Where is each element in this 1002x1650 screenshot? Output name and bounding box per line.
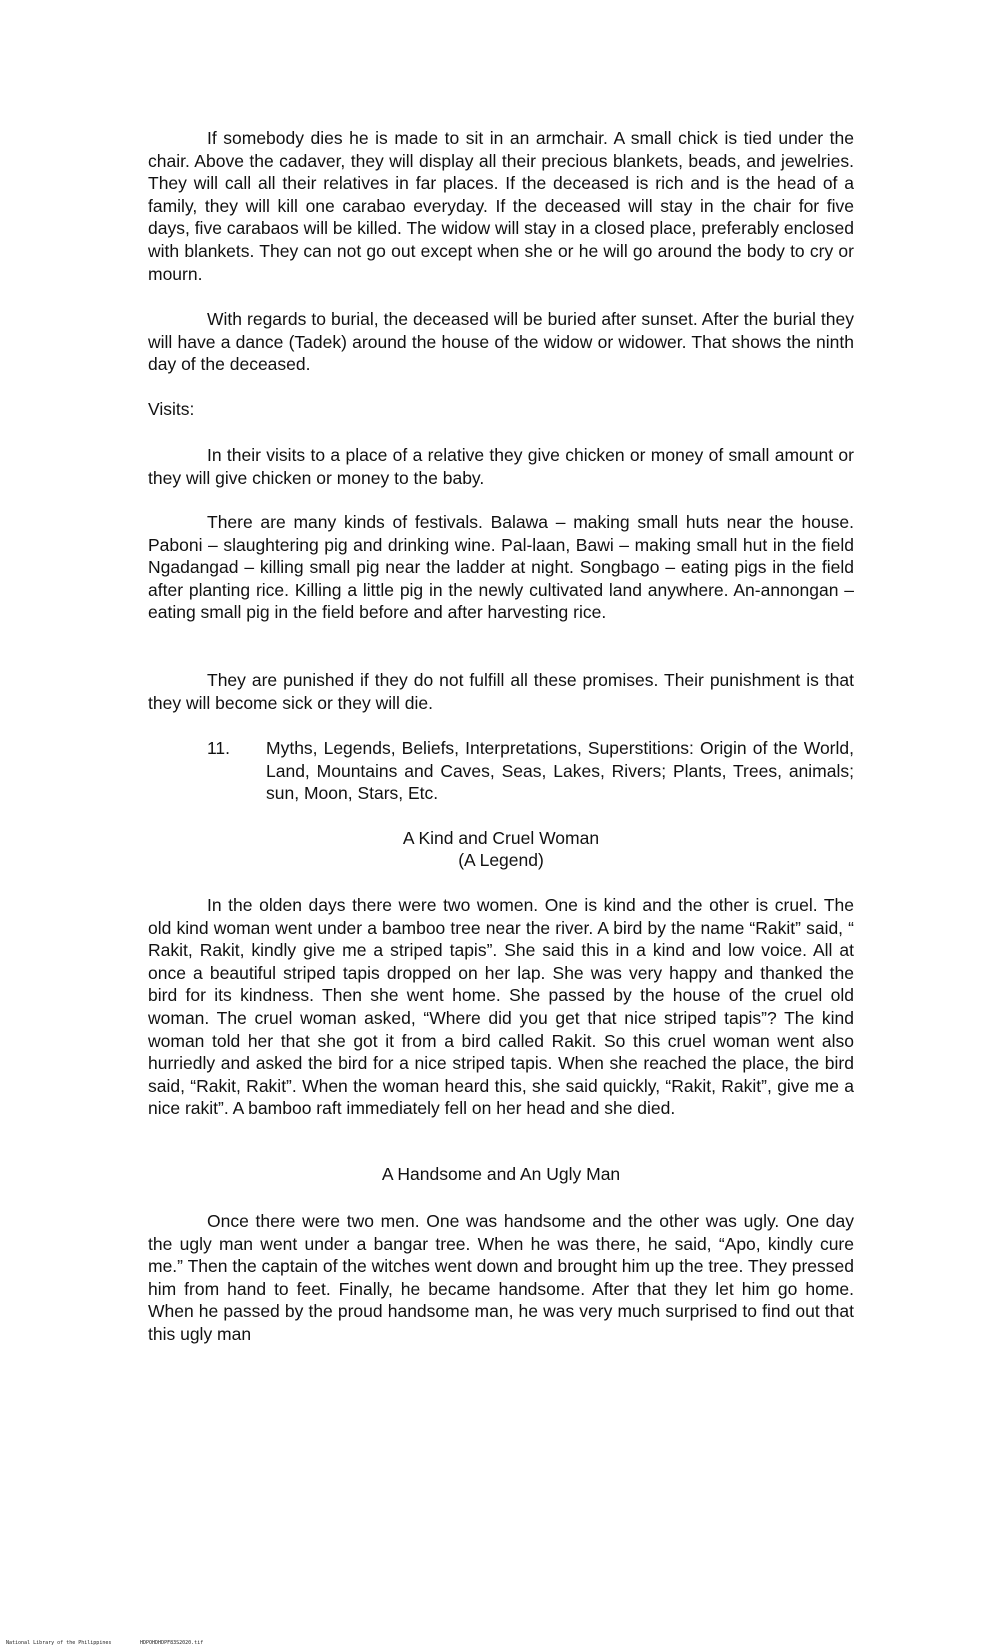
paragraph-visits: In their visits to a place of a relative they give chicken or money of small amount or they will give chicken or money to the baby. <box>148 445 854 488</box>
item-text: Myths, Legends, Beliefs, Interpretations, Superstitions: Origin of the World, Land, Mountains and Caves, Seas, Lakes, Rivers; Plants, Trees, animals; sun, Moon, Stars, Etc. <box>266 738 854 804</box>
story-body-handsome-ugly-man: Once there were two men. One was handsome and the other was ugly. One day the ugly man went under a bangar tree. When he was there, he said, “Apo, kindly cure me.” Then the captain of the witches went down and brought him up the tree. They pressed him from hand to feet. Finally, he became handsome. After that they let him go home. When he passed by the proud handsome man, he was very much surprised to find out that this ugly man <box>148 1211 854 1344</box>
footer-library-name: National Library of the Philippines <box>6 1640 112 1646</box>
story-title-kind-cruel-woman: A Kind and Cruel Woman <box>402 828 600 848</box>
item-number: 11. <box>207 738 231 758</box>
story-title-handsome-ugly-man: A Handsome and An Ugly Man <box>381 1164 621 1184</box>
paragraph-punishment: They are punished if they do not fulfill all these promises. Their punishment is that they will become sick or they will die. <box>148 670 854 713</box>
paragraph-burial: With regards to burial, the deceased will be buried after sunset. After the burial they will have a dance (Tadek) around the house of the widow or widower. That shows the ninth day of the deceased. <box>148 309 854 375</box>
story-subtitle-legend: (A Legend) <box>458 850 544 870</box>
footer-file-id: HDPOHDHDPF83S2020.tif <box>140 1640 204 1646</box>
heading-visits: Visits: <box>148 399 195 419</box>
story-body-kind-cruel-woman: In the olden days there were two women. One is kind and the other is cruel. The old kind woman went under a bamboo tree near the river. A bird by the name “Rakit” said, “ Rakit, Rakit, kindly give me a striped tapis”. She said this in a kind and low voice. All at once a beautiful striped tapis dropped on her lap. She was very happy and thanked the bird for its kindness. Then she went home. She passed by the house of the cruel old woman. The cruel woman asked, “Where did you get that nice striped tapis”? The kind woman told her that she got it from a bird called Rakit. So this cruel woman went also hurriedly and asked the bird for a nice striped tapis. When she reached the place, the bird said, “Rakit, Rakit”. When the woman heard this, she said quickly, “Rakit, Rakit”, give me a nice rakit”. A bamboo raft immediately fell on her head and she died. <box>148 895 854 1119</box>
paragraph-festivals: There are many kinds of festivals. Balawa – making small huts near the house. Paboni – slaughtering pig and drinking wine. Pal-laan, Bawi – making small hut in the field Ngadangad – killing small pig near the ladder at night. Songbago – eating pigs in the field after planting rice. Killing a little pig in the newly cultivated land anywhere. An-annongan – eating small pig in the field before and after harvesting rice. <box>148 512 854 623</box>
paragraph-death-custom: If somebody dies he is made to sit in an armchair. A small chick is tied under the chair. Above the cadaver, they will display all their precious blankets, beads, and jewelries. They will call all their relatives in far places. If the deceased is rich and is the head of a family, they will kill one carabao everyday. If the deceased will stay in the chair for five days, five carabaos will be killed. The widow will stay in a closed place, preferably enclosed with blankets. They can not go out except when she or he will go around the body to cry or mourn. <box>148 128 854 284</box>
